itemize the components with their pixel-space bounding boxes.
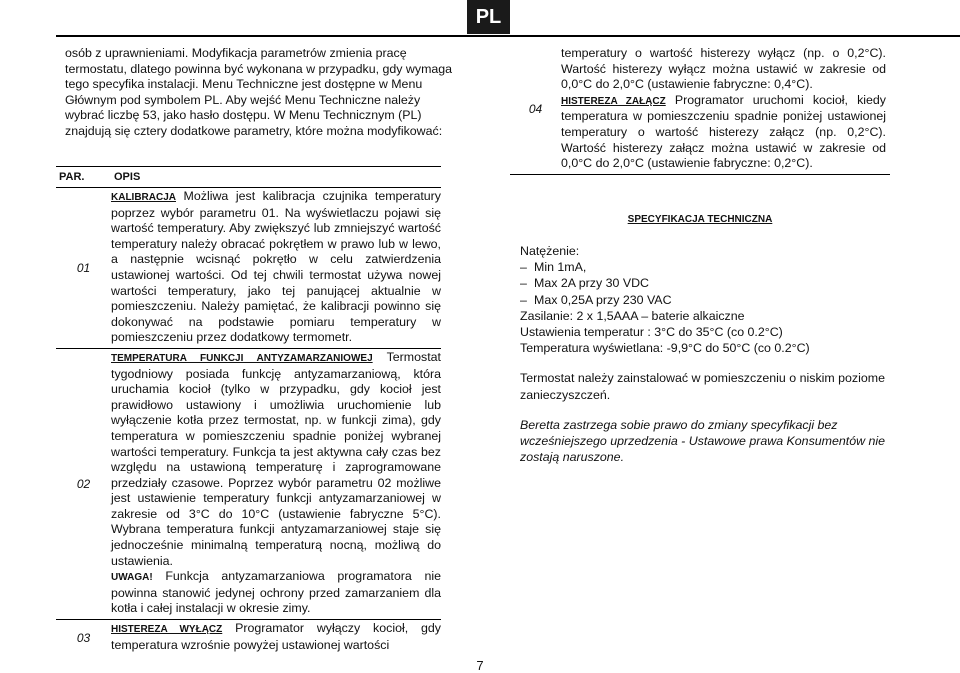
param-title: HISTEREZA ZAŁĄCZ	[561, 95, 666, 107]
current-label: Natężenie:	[520, 244, 580, 258]
language-badge: PL	[467, 0, 510, 34]
param-description	[111, 188, 441, 348]
page-number: 7	[476, 658, 484, 673]
spec-list-item: – Max 0,25A przy 230 VAC	[520, 292, 672, 307]
param-text: Termostat tygodniowy posiada funkcję antyzamarzaniową, która uruchamia kocioł (tylko w przypadku, gdy kocioł jest prawidłowo ustawiony i umożliwia uruchomienie lub wyłączenie kotła przez termostat, np. w funkcji zima), gdy temperatura w pomieszczeniu spadnie poniżej wybranej wartości temperatury. Funkcja ta jest aktywna cały czas bez względu na ustawioną temperaturę i zaprogramowane przedziały czasowe. Poprzez wybór parametru 02 możliwe jest ustawienie temperatury funkcji antyzamarzaniowej w zakresie od 3°C do 10°C (ustawienie fabryczne 5°C). Wybrana temperatura funkcji antyzamarzaniowej staje się jednocześnie minimalną temperaturą nocną, możliwą do ustawienia.	[111, 349, 441, 568]
param-number: 03	[76, 630, 91, 645]
param-title: KALIBRACJA	[111, 192, 176, 203]
table-row-04	[510, 45, 890, 175]
intro-paragraph: osób z uprawnieniami. Modyfikacja parametrów zmienia pracę termostatu, dlatego powinna być wykonana w przypadku, gdy wymaga tego specyfika instalacji. Menu Techniczne jest dostępne w Menu Głównym pod symbolem PL. Aby wejść Menu Techniczne należy wybrać liczbę 53, jako hasło dostępu. W Menu Technicznym (PL) znajdują się cztery dodatkowe parametry, które można modyfikować:	[65, 46, 453, 138]
parameter-table-continued	[510, 45, 890, 175]
header-opis: OPIS	[114, 171, 141, 183]
table-row-02	[56, 349, 441, 620]
disclaimer: Beretta zastrzega sobie prawo do zmiany specyfikacji bez wcześniejszego uprzedzenia - Ustawowe prawa Konsumentów nie zostają naruszone.	[520, 417, 886, 465]
warning-label: UWAGA!	[111, 572, 153, 584]
power-spec: Zasilanie: 2 x 1,5AAA – baterie alkaiczne	[520, 308, 745, 323]
setting-range-spec: Ustawienia temperatur : 3°C do 35°C (co 0.2°C)	[520, 325, 783, 340]
param-description	[561, 45, 886, 174]
header-par: PAR.	[59, 171, 85, 183]
param-text: Programator uruchomi kocioł, kiedy temperatura w pomieszczeniu spadnie poniżej ustawionej temperatury o wartość histerezy załącz (np. 0,2°C). Wartość histerezy załącz można ustawić w zakresie od 0,0°C do 2,0°C (ustawienie fabryczne: 0,2°C).	[561, 92, 886, 171]
spec-heading: SPECYFIKACJA TECHNICZNA	[627, 214, 773, 225]
param-title: TEMPERATURA FUNKCJI ANTYZAMARZANIOWEJ	[111, 352, 373, 364]
spec-list-item: – Min 1mA,	[520, 260, 587, 275]
header-rule	[56, 35, 960, 37]
warning-text: Funkcja antyzamarzaniowa programatora nie powinna stanowić jedynej ochrony przed zamarzaniem dla kotła i całej instalacji w okresie zimy.	[111, 569, 441, 616]
table-row-03	[56, 620, 441, 655]
install-note: Termostat należy zainstalować w pomieszczeniu o niskim poziome zanieczyszczeń.	[520, 371, 885, 402]
parameter-table	[56, 166, 441, 655]
spec-list-item: – Max 2A przy 30 VDC	[520, 276, 650, 291]
table-header	[56, 166, 441, 188]
display-range-spec: Temperatura wyświetlana: -9,9°C do 50°C (co 0.2°C)	[520, 341, 810, 356]
param-text: Programator wyłączy kocioł, gdy temperatura wzrośnie powyżej ustawionej wartości	[111, 621, 441, 652]
param-description	[111, 349, 441, 619]
param-description	[111, 620, 441, 655]
param-text: Możliwa jest kalibracja czujnika temperatury poprzez wybór parametru 01. Na wyświetlaczu pojawi się wartość temperatury. Aby zwiększyć lub zmniejszyć wartość temperatury należy obracać pokrętłem w prawo lub w lewo, a następnie wcisnąć pokrętło w celu zatwierdzenia ustawionej wartości. Od tej chwili termostat używa nowej wartości temperatury, jako tej panującej aktualnie w pomieszczeniu. Należy pamiętać, że kalibracji powinno się dokonywać na podstawie pomiaru temperatury w pomieszczeniu przez dodatkowy termometr.	[111, 189, 441, 345]
param-number: 02	[76, 476, 91, 491]
param-title: HISTEREZA WYŁĄCZ	[111, 624, 223, 636]
table-row-01	[56, 188, 441, 349]
param-number: 04	[528, 102, 543, 117]
spec-section	[520, 243, 900, 465]
param-number: 01	[76, 260, 91, 275]
continued-text: temperatury o wartość histerezy wyłącz (np. o 0,2°C). Wartość histerezy wyłącz można ustawić w zakresie od 0,0°C do 2,0°C (ustawienie fabryczne: 0,4°C).	[561, 46, 886, 92]
